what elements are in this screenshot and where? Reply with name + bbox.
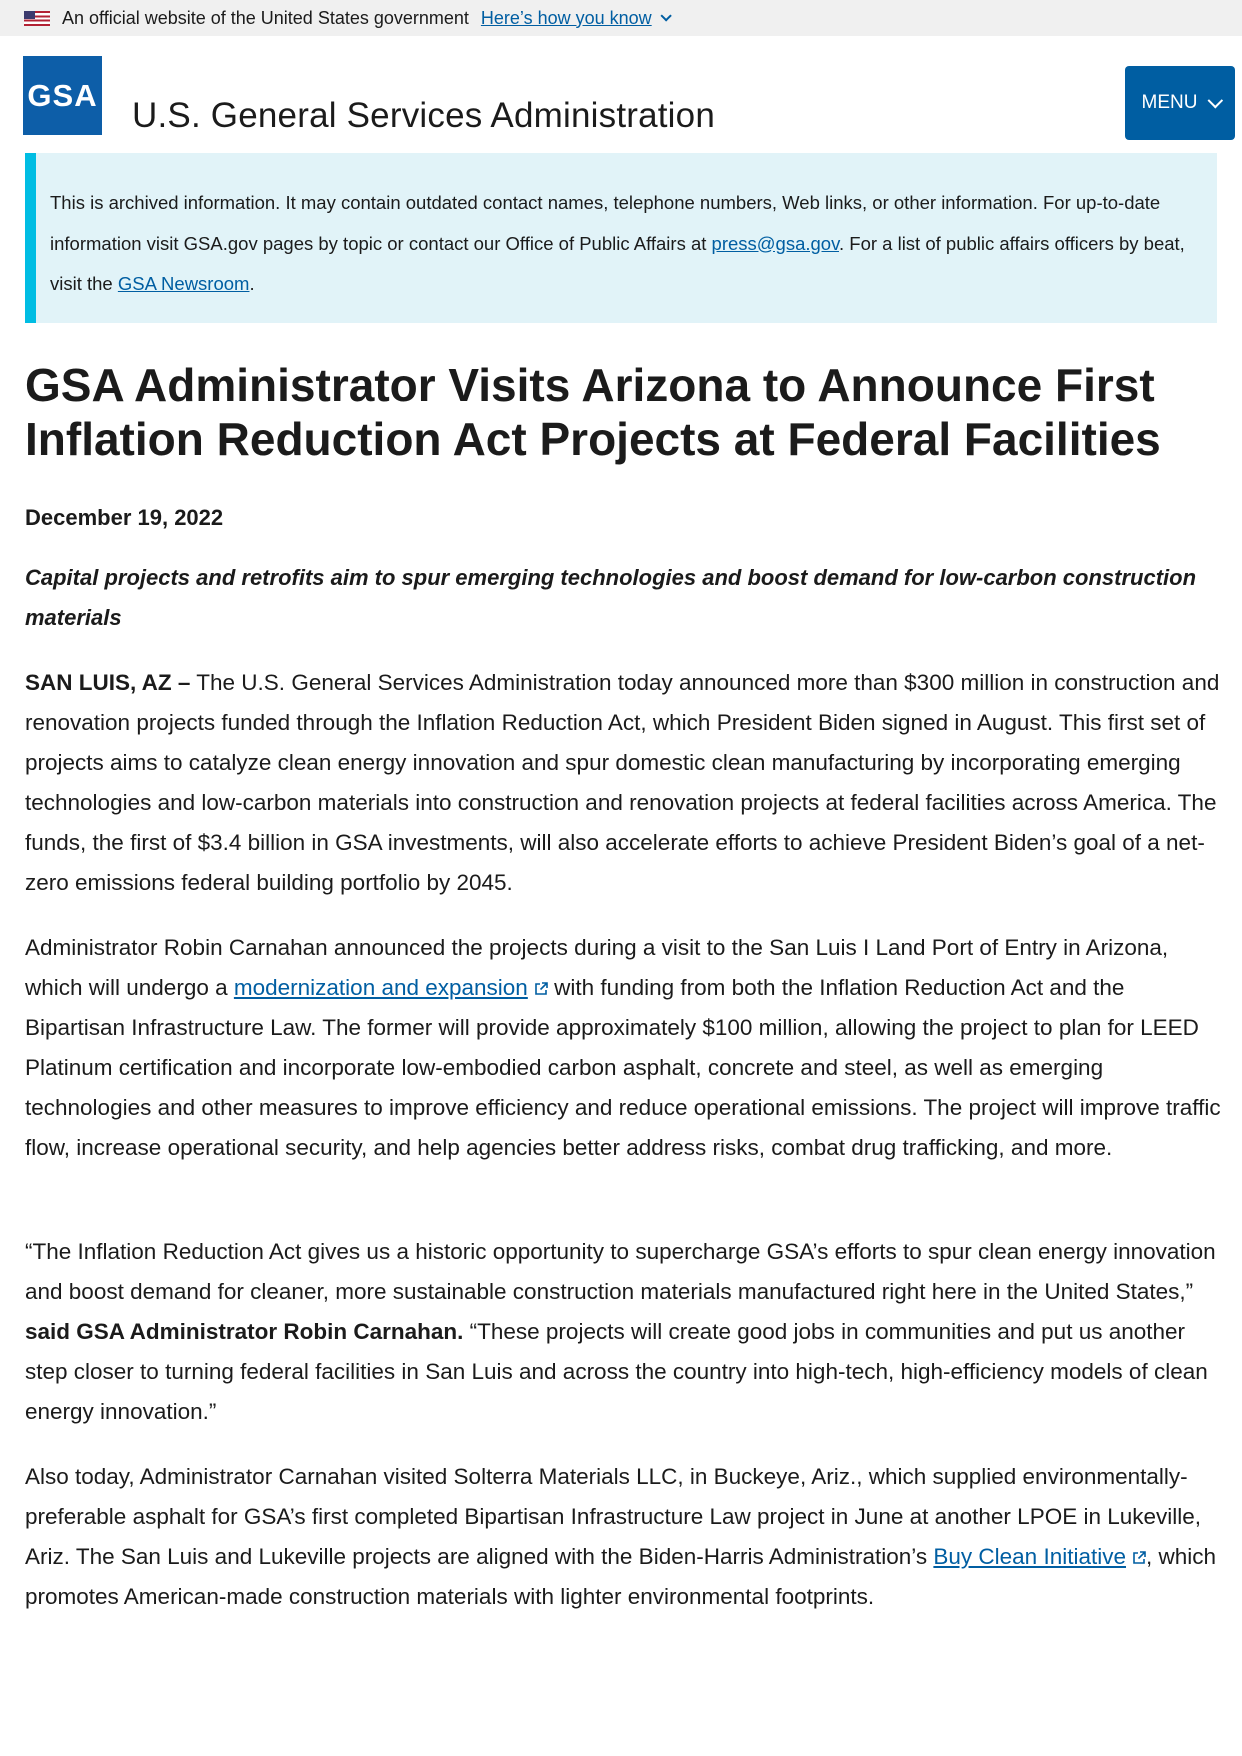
notice-text-3: . (249, 273, 255, 294)
heres-how-you-know-link[interactable] (481, 8, 668, 29)
notice-text-1: This is archived information. It may contain outdated contact names, telephone numbers, Web links, or other information. For up-to-date information visit GSA.gov pages by topic or contact our Office of Public Affairs at (50, 192, 1161, 254)
modernization-expansion-link[interactable] (234, 975, 548, 1000)
paragraph-2 (25, 928, 1225, 1168)
paragraph-3-text-1: “The Inflation Reduction Act gives us a historic opportunity to supercharge GSA’s efforts to spur clean energy innovation and boost demand for cleaner, more sustainable construction materials manufactured right here in the United States,” (25, 1239, 1216, 1304)
gsa-logo-text: GSA (27, 77, 98, 113)
paragraph-2-text-1: Administrator Robin Carnahan announced the projects during a visit to the San Luis I Land Port of Entry in Arizona, which will undergo a (25, 935, 1169, 1000)
heres-how-you-know-label: Here’s how you know (480, 7, 652, 28)
gsa-logo[interactable] (23, 56, 102, 135)
article-subtitle: Capital projects and retrofits aim to spur emerging technologies and boost demand for low-carbon construction materials (25, 565, 1197, 630)
modernization-expansion-label: modernization and expansion (233, 975, 528, 1000)
us-flag-icon (24, 11, 50, 26)
quote-attribution: said GSA Administrator Robin Carnahan. (25, 1319, 464, 1344)
site-header (0, 36, 1242, 152)
menu-button-label: MENU (1141, 92, 1198, 113)
notice-text-2: . For a list of public affairs officers by beat, visit the (50, 232, 1185, 294)
page-title: GSA Administrator Visits Arizona to Announce First Inflation Reduction Act Projects at Federal Facilities (25, 359, 1161, 465)
paragraph-3 (25, 1232, 1225, 1432)
menu-button[interactable] (1125, 66, 1235, 140)
external-link-icon (1132, 1551, 1146, 1565)
buy-clean-initiative-link[interactable] (933, 1544, 1146, 1569)
paragraph-4 (25, 1457, 1225, 1617)
paragraph-1-text: The U.S. General Services Administration today announced more than $300 million in construction and renovation projects funded through the Inflation Reduction Act, which President Biden signed in August. This first set of projects aims to catalyze clean energy innovation and spur domestic clean manufacturing by incorporating emerging technologies and low-carbon materials into construction and renovation projects at federal facilities across America. The funds, the first of $3.4 billion in GSA investments, will also accelerate efforts to achieve President Biden’s goal of a net-zero emissions federal building portfolio by 2045. (25, 670, 1220, 895)
gov-banner (0, 0, 1242, 36)
gsa-newsroom-link[interactable]: GSA Newsroom (117, 273, 250, 294)
publish-date: December 19, 2022 (25, 505, 224, 530)
dateline: SAN LUIS, AZ – (25, 670, 191, 695)
chevron-down-icon (660, 10, 671, 21)
paragraph-2-text-2: with funding from both the Inflation Reduction Act and the Bipartisan Infrastructure Law. The former will provide approximately $100 million, allowing the project to plan for LEED Platinum certification and incorporate low-embodied carbon asphalt, concrete and steel, as well as emerging technologies and other measures to improve efficiency and reduce operational emissions. The project will improve traffic flow, increase operational security, and help agencies better address risks, combat drug trafficking, and more. (25, 975, 1221, 1160)
site-title[interactable]: U.S. General Services Administration (132, 96, 715, 135)
archive-notice (25, 153, 1217, 323)
press-email-link[interactable]: press@gsa.gov (711, 232, 839, 254)
gov-banner-text: An official website of the United States government (62, 7, 469, 28)
external-link-icon (534, 982, 548, 996)
paragraph-1 (25, 663, 1225, 903)
paragraph-3-text-2: “These projects will create good jobs in communities and put us another step closer to turning federal facilities in San Luis and across the country into high-tech, high-efficiency models of clean energy innovation.” (25, 1319, 1208, 1424)
paragraph-4-text-2: , which promotes American-made construction materials with lighter environmental footprints. (25, 1544, 1217, 1609)
buy-clean-initiative-label: Buy Clean Initiative (933, 1544, 1126, 1569)
paragraph-4-text-1: Also today, Administrator Carnahan visited Solterra Materials LLC, in Buckeye, Ariz., which supplied environmentally-preferable asphalt for GSA’s first completed Bipartisan Infrastructure Law project in June at another LPOE in Lukeville, Ariz. The San Luis and Lukeville projects are aligned with the Biden-Harris Administration’s (25, 1464, 1202, 1569)
chevron-down-icon (1208, 92, 1224, 108)
